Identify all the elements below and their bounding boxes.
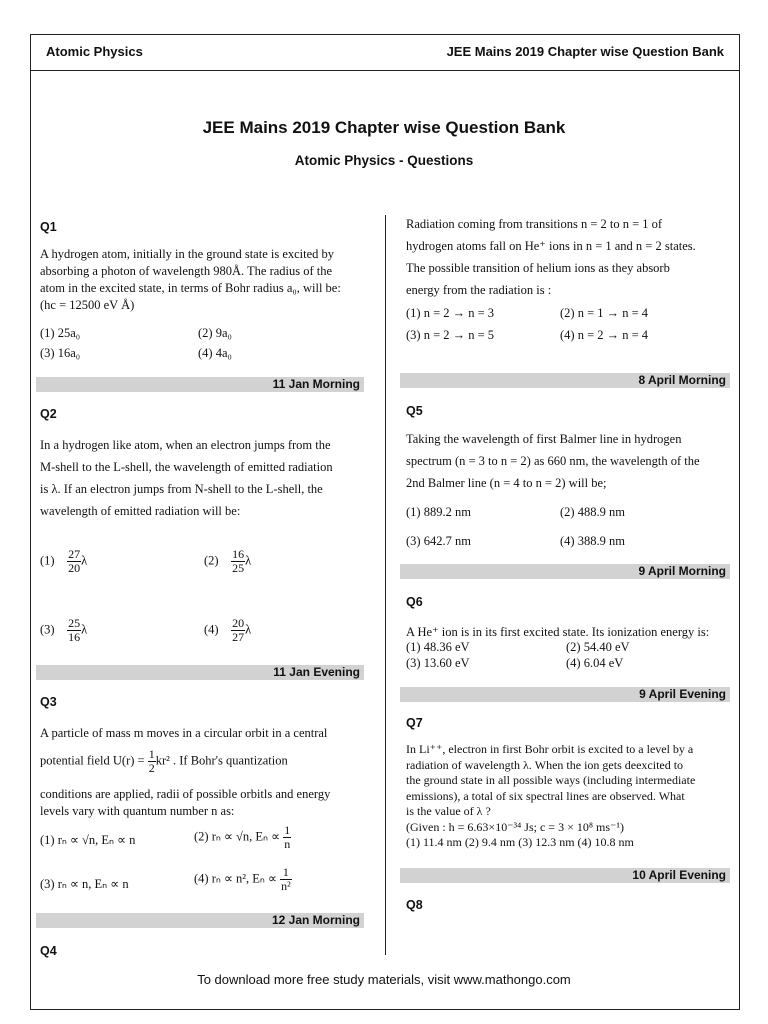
q2-option-2-number: (2) <box>204 553 219 568</box>
denominator: n <box>284 837 291 851</box>
q3-stem-rest <box>40 786 370 820</box>
q4-stem <box>406 213 732 301</box>
page-subtitle: Atomic Physics - Questions <box>294 153 474 168</box>
q5-line: spectrum (n = 3 to n = 2) as 660 nm, the wavelength of the <box>406 454 700 468</box>
q7-line: emissions), a total of six spectral lines are observed. What <box>406 788 685 803</box>
denominator: 20 <box>68 561 81 575</box>
page-title: JEE Mains 2019 Chapter wise Question Bank <box>202 118 566 137</box>
q2-option-3-number: (3) <box>40 622 55 637</box>
q6-stem: A He⁺ ion is in its first excited state. Its ionization energy is: <box>406 625 710 639</box>
q2-option-2-fraction <box>231 548 245 575</box>
lambda-symbol: λ <box>81 553 88 568</box>
lambda-symbol: λ <box>81 622 88 637</box>
q7-line: In Li⁺⁺, electron in first Bohr orbit is excited to a level by a <box>406 742 694 756</box>
q3-option-2-fraction <box>283 824 291 851</box>
q3-option-4 <box>194 866 292 893</box>
q1-label: Q1 <box>40 220 57 234</box>
q5-option-1: (1) 889.2 nm <box>406 505 471 519</box>
denominator: 2 <box>148 761 155 775</box>
q3-line-2-text: potential field U(r) = <box>40 753 145 768</box>
q5-line: Taking the wavelength of first Balmer line in hydrogen <box>406 432 682 446</box>
q2-option-1-number: (1) <box>40 553 55 568</box>
numerator: 1 <box>284 823 291 837</box>
q3-label: Q3 <box>40 695 57 709</box>
q2-stem <box>40 434 370 522</box>
q3-line-2-tail: kr² . If Bohr's quantization <box>155 753 288 768</box>
q1-option-3: (3) 16a₀ <box>40 346 81 360</box>
q6-label: Q6 <box>406 595 423 609</box>
header-divider <box>30 70 740 71</box>
q7-line: (Given : h = 6.63×10⁻³⁴ Js; c = 3 × 10⁸ ms⁻¹) <box>406 819 624 834</box>
q5-option-3: (3) 642.7 nm <box>406 534 471 548</box>
q1-option-4: (4) 4a₀ <box>198 346 232 360</box>
q7-line: radiation of wavelength λ. When the ion gets deexcited to <box>406 757 684 772</box>
q3-line-2 <box>40 748 288 775</box>
q8-label: Q8 <box>406 898 423 912</box>
q1-line: absorbing a photon of wavelength 980Å. The radius of the <box>40 264 333 278</box>
q7-line: is the value of λ ? <box>406 804 491 818</box>
q1-stem <box>40 246 370 314</box>
q4-line: energy from the radiation is : <box>406 283 552 297</box>
q2-option-1-fraction <box>67 548 81 575</box>
q1-line: atom in the excited state, in terms of Bohr radius a₀, will be: <box>40 281 341 295</box>
q3-option-2 <box>194 824 291 851</box>
q1-session-tag: 11 Jan Morning <box>36 377 364 392</box>
q3-line: levels vary with quantum number n as: <box>40 804 235 818</box>
q3-option-3: (3) rₙ ∝ n, Eₙ ∝ n <box>40 877 129 891</box>
denominator: 25 <box>232 561 245 575</box>
q4-session-tag: 8 April Morning <box>400 373 730 388</box>
q2-option-4-fraction <box>231 617 245 644</box>
q5-label: Q5 <box>406 404 423 418</box>
running-header-left: Atomic Physics <box>46 44 143 59</box>
numerator: 1 <box>148 747 155 761</box>
q4-option-3: (3) n = 2 → n = 5 <box>406 328 495 342</box>
q1-option-1: (1) 25a₀ <box>40 326 81 340</box>
q6-option-1: (1) 48.36 eV <box>406 640 470 654</box>
q4-line: The possible transition of helium ions as they absorb <box>406 261 670 275</box>
q3-line-1: A particle of mass m moves in a circular orbit in a central <box>40 726 328 740</box>
q2-option-4 <box>204 617 251 644</box>
q1-option-2: (2) 9a₀ <box>198 326 232 340</box>
q5-line: 2nd Balmer line (n = 4 to n = 2) will be; <box>406 476 607 490</box>
q6-option-3: (3) 13.60 eV <box>406 656 470 670</box>
q2-line: wavelength of emitted radiation will be: <box>40 504 241 518</box>
q7-options: (1) 11.4 nm (2) 9.4 nm (3) 12.3 nm (4) 10.8 nm <box>406 835 634 849</box>
q2-line: M-shell to the L-shell, the wavelength of emitted radiation <box>40 460 333 474</box>
running-header-right: JEE Mains 2019 Chapter wise Question Bank <box>446 44 724 59</box>
q5-option-2: (2) 488.9 nm <box>560 505 625 519</box>
q3-option-4-text: (4) rₙ ∝ n², Eₙ ∝ <box>194 871 277 886</box>
q3-option-1: (1) rₙ ∝ √n, Eₙ ∝ n <box>40 833 136 847</box>
q7-line: the ground state in all possible ways (including intermediate <box>406 773 696 787</box>
lambda-symbol: λ <box>245 553 252 568</box>
q1-line: (hc = 12500 eV Å) <box>40 298 135 312</box>
column-divider <box>385 215 386 955</box>
q2-option-2 <box>204 548 251 575</box>
q7-session-tag: 10 April Evening <box>400 868 730 883</box>
q2-line: is λ. If an electron jumps from N-shell to the L-shell, the <box>40 482 323 496</box>
q6-option-2: (2) 54.40 eV <box>566 640 630 654</box>
q2-option-4-number: (4) <box>204 622 219 637</box>
q6-option-4: (4) 6.04 eV <box>566 656 624 670</box>
q5-session-tag: 9 April Morning <box>400 564 730 579</box>
q7-label: Q7 <box>406 716 423 730</box>
q2-line: In a hydrogen like atom, when an electron jumps from the <box>40 438 331 452</box>
q1-line: A hydrogen atom, initially in the ground state is excited by <box>40 247 335 261</box>
denominator: n² <box>281 879 291 893</box>
numerator: 16 <box>232 547 245 561</box>
q3-session-tag: 12 Jan Morning <box>36 913 364 928</box>
q2-label: Q2 <box>40 407 57 421</box>
q4-line: hydrogen atoms fall on He⁺ ions in n = 1 and n = 2 states. <box>406 239 696 253</box>
q4-option-1: (1) n = 2 → n = 3 <box>406 306 495 320</box>
denominator: 27 <box>232 630 245 644</box>
q3-option-2-text: (2) rₙ ∝ √n, Eₙ ∝ <box>194 829 281 844</box>
page-footer: To download more free study materials, visit www.mathongo.com <box>197 972 571 987</box>
lambda-symbol: λ <box>245 622 252 637</box>
q4-option-4: (4) n = 2 → n = 4 <box>560 328 649 342</box>
q3-option-4-fraction <box>280 866 292 893</box>
numerator: 1 <box>280 866 292 880</box>
q2-session-tag: 11 Jan Evening <box>36 665 364 680</box>
q4-line: Radiation coming from transitions n = 2 to n = 1 of <box>406 217 663 231</box>
q3-half-fraction <box>148 748 156 775</box>
denominator: 16 <box>68 630 81 644</box>
numerator: 20 <box>232 616 245 630</box>
q4-option-2: (2) n = 1 → n = 4 <box>560 306 649 320</box>
q4-label: Q4 <box>40 944 57 958</box>
q5-option-4: (4) 388.9 nm <box>560 534 625 548</box>
q3-line: conditions are applied, radii of possible orbitls and energy <box>40 787 331 801</box>
q2-option-3 <box>40 617 87 644</box>
q2-option-3-fraction <box>67 617 81 644</box>
q2-option-1 <box>40 548 87 575</box>
numerator: 25 <box>68 616 81 630</box>
q6-session-tag: 9 April Evening <box>400 687 730 702</box>
q7-stem <box>406 742 736 851</box>
q5-stem <box>406 428 732 494</box>
numerator: 27 <box>68 547 81 561</box>
